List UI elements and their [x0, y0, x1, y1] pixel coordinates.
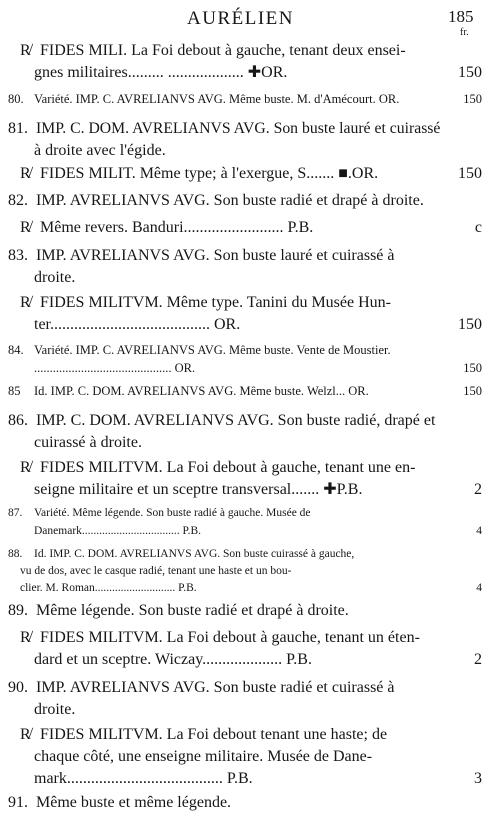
rarity-value: 150 [463, 384, 482, 398]
page-header [0, 5, 488, 38]
entry-number: 88. [8, 548, 23, 560]
entry-line: droite. [34, 269, 76, 286]
rarity-value: 150 [458, 165, 482, 182]
entry-number: 82. [8, 192, 28, 209]
entry-line: FIDES MILIT. Même type; à l'exergue, S....... ■.OR. [40, 165, 379, 182]
entry-line: Même revers. Banduri......................... P.B. [40, 219, 314, 236]
entry-line: Variété. IMP. C. AVRELIANVS AVG. Même buste. M. d'Amécourt. OR. [34, 92, 400, 106]
rarity-value: 150 [463, 92, 482, 106]
entry-line: ............................................ OR. [34, 361, 196, 375]
entry-line: Id. IMP. C. DOM. AVRELIANVS AVG. Son buste cuirassé à gauche, [34, 548, 355, 560]
entry-line: FIDES MILI. La Foi debout à gauche, tenant deux ensei- [40, 42, 406, 59]
entry-line: Danemark.................................. P.B. [34, 525, 202, 537]
entry-line: FIDES MILITVM. Même type. Tanini du Musée Hun- [40, 294, 391, 311]
entry-line: droite. [34, 701, 76, 718]
entry-line: vu de dos, avec le casque radié, tenant une haste et un bou- [20, 565, 292, 577]
entry-line: Même légende. Son buste radié et drapé à droite. [36, 602, 349, 619]
reverse-symbol: R̸ [20, 629, 31, 646]
entry-number: 90. [8, 679, 28, 696]
rarity-value: 2 [474, 481, 482, 498]
entry-line: FIDES MILITVM. La Foi debout à gauche, tenant un éten- [40, 629, 420, 646]
rarity-value: 4 [476, 582, 482, 594]
reverse-symbol: R̸ [20, 165, 31, 182]
entry-line: Id. IMP. C. DOM. AVRELIANVS AVG. Même buste. Welzl... OR. [34, 384, 369, 398]
entry-line: Variété. IMP. C. AVRELIANVS AVG. Même buste. Vente de Moustier. [34, 343, 391, 357]
entry-line: clier. M. Roman............................ P.B. [20, 582, 197, 594]
entry-line: IMP. C. DOM. AVRELIANVS AVG. Son buste radié, drapé et [36, 412, 436, 429]
entry-line: IMP. AVRELIANVS AVG. Son buste radié et cuirassé à [36, 679, 395, 696]
entry-number: 81. [8, 120, 28, 137]
column-label: fr. [460, 27, 469, 38]
rarity-value: 3 [474, 770, 482, 787]
reverse-symbol: R̸ [20, 294, 31, 311]
entry-line: mark....................................... P.B. [34, 770, 253, 787]
entry-number: 83. [8, 247, 28, 264]
reverse-symbol: R̸ [20, 42, 31, 59]
page-number: 185 [448, 7, 474, 26]
entry-number: 80. [8, 92, 24, 106]
entry-line: chaque côté, une enseigne militaire. Musée de Dane- [34, 748, 373, 765]
entry-number: 87. [8, 507, 23, 519]
rarity-value: c [474, 219, 482, 236]
entry-line: à droite avec l'égide. [34, 142, 166, 159]
entry-line: dard et un sceptre. Wiczay.................... P.B. [34, 651, 312, 668]
rarity-value: 150 [458, 316, 482, 333]
entry-line: FIDES MILITVM. La Foi debout à gauche, tenant une en- [40, 459, 416, 476]
entry-line: gnes militaires......... ................... ✚OR. [34, 64, 288, 81]
entry-number: 89. [8, 602, 28, 619]
rarity-value: 2 [474, 651, 482, 668]
reverse-symbol: R̸ [20, 459, 31, 476]
entry-line: IMP. AVRELIANVS AVG. Son buste lauré et cuirassé à [36, 247, 395, 264]
rarity-value: 150 [458, 64, 482, 81]
entry-line: cuirassé à droite. [34, 434, 142, 451]
entry-line: Même buste et même légende. [36, 794, 232, 811]
entry-line: IMP. C. DOM. AVRELIANVS AVG. Son buste lauré et cuirassé [36, 120, 441, 137]
page-title: AURÉLIEN [187, 8, 294, 29]
entry-line: Variété. Même légende. Son buste radié à gauche. Musée de [34, 507, 311, 519]
reverse-symbol: R̸ [20, 219, 31, 236]
entry-line: ter........................................ OR. [34, 316, 241, 333]
entry-line: FIDES MILITVM. La Foi debout tenant une haste; de [40, 726, 388, 743]
entry-number: 91. [8, 794, 28, 811]
entry-number: 86. [8, 412, 28, 429]
rarity-value: 150 [463, 361, 482, 375]
entry-line: seigne militaire et un sceptre transversal....... ✚P.B. [34, 481, 363, 498]
rarity-value: 4 [476, 525, 482, 537]
entry-line: IMP. AVRELIANVS AVG. Son buste radié et drapé à droite. [36, 192, 424, 209]
reverse-symbol: R̸ [20, 726, 31, 743]
entry-number: 84. [8, 343, 24, 357]
entry-number: 85 [8, 384, 21, 398]
